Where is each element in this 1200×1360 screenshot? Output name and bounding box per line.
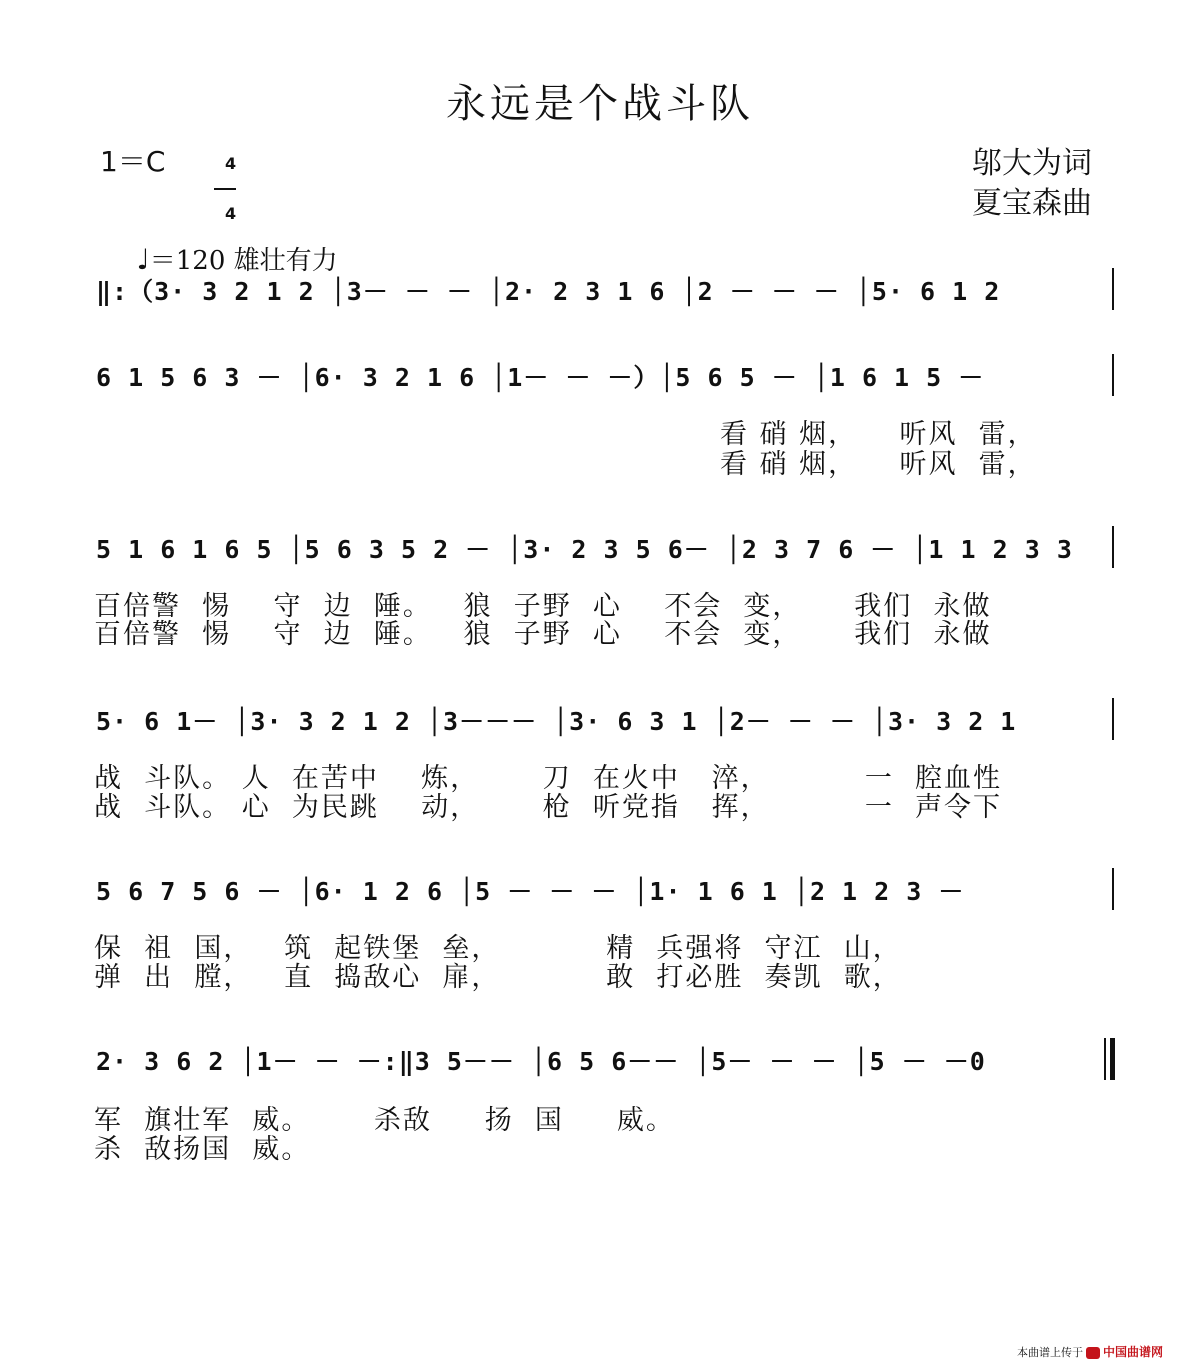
score-line-3: 5 1 6 1 6 5 │5 6 3 5 2 － │3· 2 3 5 6－ │2 3 7 6 － │1 1 2 3 3: [96, 535, 1073, 564]
time-signature-top: 4: [225, 154, 237, 173]
score-line-4: 5· 6 1－ │3· 3 2 1 2 │3－－－ │3· 6 3 1 │2－ － － │3· 3 2 1: [96, 707, 1017, 736]
lyric-line-4b: 战 斗队。 心 为民跳 动， 枪 听党指 挥， 一 声令下: [94, 792, 1003, 823]
lyric-line-6b: 杀 敌扬国 威。: [94, 1134, 311, 1165]
composer-credit: 夏宝森曲: [972, 186, 1092, 221]
lyric-line-3a: 百倍警 惕 守 边 陲。 狼 子野 心 不会 变， 我们 永做: [94, 591, 992, 622]
lyric-line-6a: 军 旗壮军 威。 杀敌 扬 国 威。: [94, 1105, 675, 1136]
footer-text: 本曲谱上传于: [1017, 1346, 1083, 1359]
site-logo-icon: [1086, 1347, 1100, 1359]
quarter-note-icon: ♩: [136, 243, 150, 276]
score-line-1: ‖:（3· 3 2 1 2 │3－ － － │2· 2 3 1 6 │2 － － － │5· 6 1 2: [96, 277, 1001, 306]
upload-footer: [1010, 1330, 1163, 1360]
barline: [1112, 526, 1114, 568]
barline: [1112, 868, 1114, 910]
score-line-6: 2· 3 6 2 │1－ － －:‖3 5－－ │6 5 6－－ │5－ － － │5 － －0: [96, 1047, 986, 1076]
lyric-line-4a: 战 斗队。 人 在苦中 炼， 刀 在火中 淬， 一 腔血性: [94, 763, 1003, 794]
final-barline-thin: [1104, 1038, 1106, 1080]
lyric-line-2b: 看 硝 烟， 听风 雷，: [720, 449, 1037, 480]
barline: [1112, 698, 1114, 740]
lyricist-credit: 邬大为词: [972, 146, 1092, 181]
tempo-text: ＝120 雄壮有力: [149, 246, 338, 276]
barline: [1112, 268, 1114, 310]
key-signature: 1＝C: [100, 145, 166, 178]
lyric-line-3b: 百倍警 惕 守 边 陲。 狼 子野 心 不会 变， 我们 永做: [94, 619, 992, 650]
time-signature-divider: [214, 188, 236, 190]
tempo-marking: [120, 210, 338, 277]
lyric-line-5a: 保 祖 国， 筑 起铁堡 垒， 精 兵强将 守江 山，: [94, 933, 902, 964]
lyric-line-2a: 看 硝 烟， 听风 雷，: [720, 419, 1037, 450]
footer-brand[interactable]: 中国曲谱网: [1103, 1345, 1164, 1359]
lyric-line-5b: 弹 出 膛， 直 捣敌心 扉， 敢 打必胜 奏凯 歌，: [94, 962, 902, 993]
time-signature-bottom: 4: [225, 204, 237, 223]
final-barline-thick: [1110, 1038, 1115, 1080]
score-title: 永远是个战斗队: [446, 81, 754, 127]
score-line-5: 5 6 7 5 6 － │6· 1 2 6 │5 － － － │1· 1 6 1 │2 1 2 3 －: [96, 877, 965, 906]
score-line-2: 6 1 5 6 3 － │6· 3 2 1 6 │1－ － －）│5 6 5 － │1 6 1 5 －: [96, 363, 985, 392]
barline: [1112, 354, 1114, 396]
